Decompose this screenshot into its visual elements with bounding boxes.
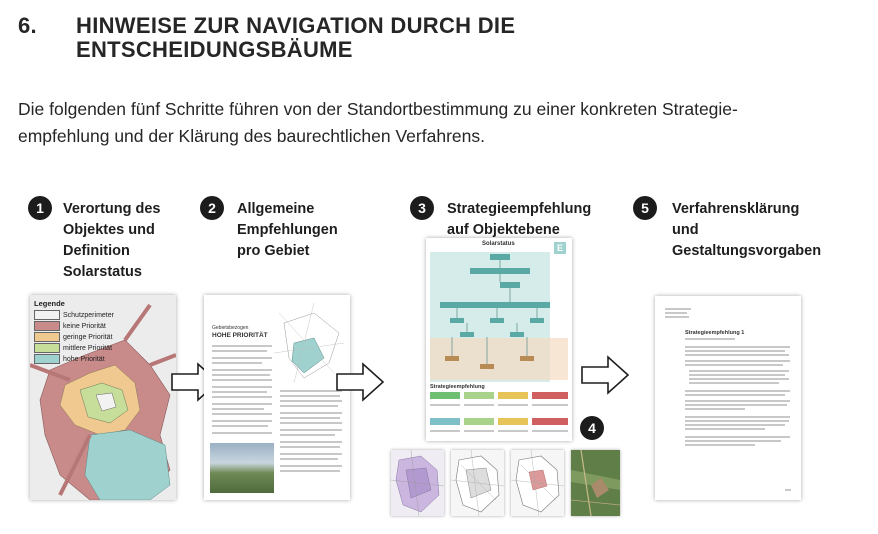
arrow-right-icon <box>580 355 630 395</box>
doc3-strategy-bar <box>464 392 494 399</box>
thumbnail-map-3 <box>511 450 564 516</box>
legend-swatch <box>34 332 60 342</box>
thumbnail-aerial <box>571 450 620 516</box>
doc3-tag: E <box>554 242 566 254</box>
area-recommendation-document <box>204 295 350 500</box>
legend-swatch <box>34 310 60 320</box>
step-5-line: und <box>672 222 699 238</box>
doc5-title: Strategieempfehlung 1 <box>685 330 745 336</box>
step-2-badge: 2 <box>200 196 224 220</box>
legend-title: Legende <box>34 299 65 308</box>
legend-item <box>34 343 114 353</box>
doc3-strategy-bar <box>464 418 494 425</box>
doc3-strategy-bar <box>430 392 460 399</box>
legend-swatch <box>34 343 60 353</box>
thumbnail-map-2 <box>451 450 504 516</box>
step-1-label <box>63 199 161 283</box>
legend-item <box>34 310 114 320</box>
legend-item <box>34 332 114 342</box>
legend-label: mittlere Priorität <box>63 344 113 352</box>
step-3-label <box>447 199 591 241</box>
doc2-kicker: Gebietsbezogen <box>212 325 249 331</box>
step-2-label <box>237 199 338 262</box>
legend-item <box>34 354 114 364</box>
procedure-document <box>655 296 801 500</box>
step-2-line: pro Gebiet <box>237 243 310 259</box>
intro-line2: empfehlung und der Klärung des baurechtlichen Verfahrens. <box>18 126 485 146</box>
step-1-badge: 1 <box>28 196 52 220</box>
decision-tree-diagram <box>430 252 568 382</box>
doc3-subtitle: Strategieempfehlung <box>430 384 485 390</box>
map-thumbnail <box>451 450 504 516</box>
legend-swatch <box>34 354 60 364</box>
doc3-strategy-bar <box>498 392 528 399</box>
doc2-photo <box>210 443 274 493</box>
doc3-strategy-bar <box>532 392 568 399</box>
intro-line1: Die folgenden fünf Schritte führen von der Standortbestimmung zu einer konkreten Strategie- <box>18 99 738 119</box>
map-thumbnail <box>391 450 444 516</box>
arrow-right-icon <box>335 362 385 402</box>
step-1-line: Objektes und <box>63 222 155 238</box>
map-legend <box>34 299 114 365</box>
step-5-line: Gestaltungsvorgaben <box>672 243 822 259</box>
step-5-label <box>672 199 821 262</box>
step-3-badge: 3 <box>410 196 434 220</box>
step-4-badge: 4 <box>580 416 604 440</box>
step-1-line: Verortung des <box>63 201 161 217</box>
section-title <box>76 14 636 62</box>
step-1-line: Solarstatus <box>63 264 142 280</box>
legend-label: Schutzperimeter <box>63 311 114 319</box>
step-5-line: Verfahrensklärung <box>672 201 800 217</box>
legend-label: hohe Priorität <box>63 355 105 363</box>
legend-label: keine Priorität <box>63 322 106 330</box>
section-title-line1: HINWEISE ZUR NAVIGATION DURCH DIE <box>76 13 516 38</box>
legend-label: geringe Priorität <box>63 333 113 341</box>
step-3-line: Strategieempfehlung <box>447 201 592 217</box>
legend-swatch <box>34 321 60 331</box>
step-1-line: Definition <box>63 243 130 259</box>
thumbnail-map-1 <box>391 450 444 516</box>
section-title-line2: ENTSCHEIDUNGSBÄUME <box>76 37 353 62</box>
doc2-title: HOHE PRIORITÄT <box>212 332 268 339</box>
map-document <box>30 295 176 500</box>
decision-tree-document <box>426 238 572 441</box>
aerial-thumbnail <box>571 450 620 516</box>
step-5-badge: 5 <box>633 196 657 220</box>
doc3-title: Solarstatus <box>482 241 515 247</box>
map-thumbnail <box>511 450 564 516</box>
doc3-strategy-bar <box>498 418 528 425</box>
doc3-strategy-bar <box>430 418 460 425</box>
intro-paragraph <box>18 96 838 150</box>
step-3-line: auf Objektebene <box>447 222 560 238</box>
legend-item <box>34 321 114 331</box>
step-2-line: Allgemeine <box>237 201 315 217</box>
doc3-strategy-bar <box>532 418 568 425</box>
section-number: 6. <box>18 13 37 38</box>
step-2-line: Empfehlungen <box>237 222 338 238</box>
